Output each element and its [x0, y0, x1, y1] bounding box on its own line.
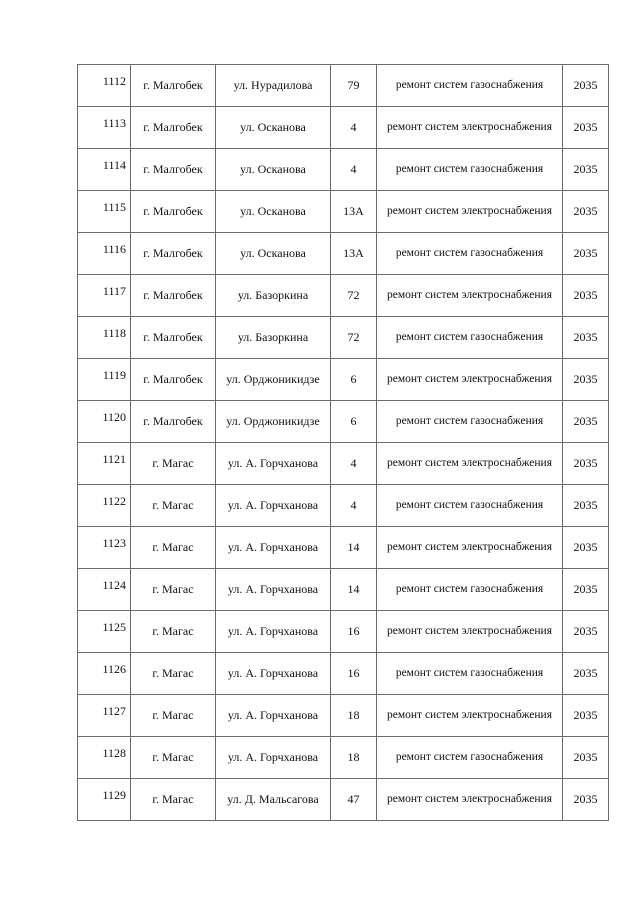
year-cell: 2035 — [563, 107, 609, 149]
row-number-cell: 1122 — [78, 485, 131, 527]
house-number-cell: 47 — [331, 779, 377, 821]
table-row — [78, 191, 609, 233]
house-number-cell: 14 — [331, 569, 377, 611]
repair-schedule-table — [77, 64, 609, 821]
house-number-cell: 18 — [331, 695, 377, 737]
street-cell: ул. А. Горчханова — [216, 737, 331, 779]
house-number-cell: 14 — [331, 527, 377, 569]
year-cell: 2035 — [563, 695, 609, 737]
row-number-cell: 1121 — [78, 443, 131, 485]
city-cell: г. Малгобек — [131, 233, 216, 275]
city-cell: г. Магас — [131, 653, 216, 695]
city-cell: г. Магас — [131, 527, 216, 569]
city-cell: г. Малгобек — [131, 401, 216, 443]
city-cell: г. Малгобек — [131, 359, 216, 401]
city-cell: г. Магас — [131, 485, 216, 527]
house-number-cell: 13А — [331, 233, 377, 275]
row-number-cell: 1129 — [78, 779, 131, 821]
house-number-cell: 72 — [331, 275, 377, 317]
row-number-cell: 1128 — [78, 737, 131, 779]
house-number-cell: 4 — [331, 443, 377, 485]
work-type-cell: ремонт систем электроснабжения — [377, 359, 563, 401]
table-row — [78, 275, 609, 317]
work-type-cell: ремонт систем электроснабжения — [377, 611, 563, 653]
street-cell: ул. Осканова — [216, 233, 331, 275]
work-type-cell: ремонт систем газоснабжения — [377, 737, 563, 779]
street-cell: ул. Д. Мальсагова — [216, 779, 331, 821]
city-cell: г. Малгобек — [131, 107, 216, 149]
street-cell: ул. Осканова — [216, 107, 331, 149]
street-cell: ул. Орджоникидзе — [216, 359, 331, 401]
year-cell: 2035 — [563, 569, 609, 611]
year-cell: 2035 — [563, 611, 609, 653]
work-type-cell: ремонт систем электроснабжения — [377, 275, 563, 317]
year-cell: 2035 — [563, 443, 609, 485]
year-cell: 2035 — [563, 737, 609, 779]
work-type-cell: ремонт систем газоснабжения — [377, 317, 563, 359]
house-number-cell: 16 — [331, 611, 377, 653]
city-cell: г. Магас — [131, 779, 216, 821]
year-cell: 2035 — [563, 65, 609, 107]
street-cell: ул. Осканова — [216, 149, 331, 191]
table-row — [78, 107, 609, 149]
house-number-cell: 4 — [331, 149, 377, 191]
year-cell: 2035 — [563, 485, 609, 527]
row-number-cell: 1124 — [78, 569, 131, 611]
table-body — [78, 65, 609, 821]
row-number-cell: 1126 — [78, 653, 131, 695]
city-cell: г. Магас — [131, 611, 216, 653]
year-cell: 2035 — [563, 527, 609, 569]
year-cell: 2035 — [563, 401, 609, 443]
row-number-cell: 1127 — [78, 695, 131, 737]
city-cell: г. Магас — [131, 737, 216, 779]
row-number-cell: 1119 — [78, 359, 131, 401]
year-cell: 2035 — [563, 191, 609, 233]
street-cell: ул. А. Горчханова — [216, 485, 331, 527]
row-number-cell: 1117 — [78, 275, 131, 317]
year-cell: 2035 — [563, 275, 609, 317]
work-type-cell: ремонт систем электроснабжения — [377, 107, 563, 149]
row-number-cell: 1112 — [78, 65, 131, 107]
city-cell: г. Магас — [131, 569, 216, 611]
work-type-cell: ремонт систем электроснабжения — [377, 443, 563, 485]
work-type-cell: ремонт систем электроснабжения — [377, 695, 563, 737]
work-type-cell: ремонт систем газоснабжения — [377, 653, 563, 695]
table-row — [78, 485, 609, 527]
table-row — [78, 359, 609, 401]
row-number-cell: 1123 — [78, 527, 131, 569]
year-cell: 2035 — [563, 653, 609, 695]
work-type-cell: ремонт систем электроснабжения — [377, 779, 563, 821]
city-cell: г. Малгобек — [131, 149, 216, 191]
street-cell: ул. А. Горчханова — [216, 611, 331, 653]
row-number-cell: 1125 — [78, 611, 131, 653]
street-cell: ул. А. Горчханова — [216, 569, 331, 611]
row-number-cell: 1116 — [78, 233, 131, 275]
work-type-cell: ремонт систем газоснабжения — [377, 149, 563, 191]
house-number-cell: 16 — [331, 653, 377, 695]
house-number-cell: 4 — [331, 485, 377, 527]
row-number-cell: 1113 — [78, 107, 131, 149]
table-row — [78, 149, 609, 191]
table-row — [78, 653, 609, 695]
table-row — [78, 569, 609, 611]
house-number-cell: 13А — [331, 191, 377, 233]
table-row — [78, 233, 609, 275]
work-type-cell: ремонт систем газоснабжения — [377, 401, 563, 443]
work-type-cell: ремонт систем электроснабжения — [377, 527, 563, 569]
work-type-cell: ремонт систем газоснабжения — [377, 485, 563, 527]
city-cell: г. Малгобек — [131, 191, 216, 233]
work-type-cell: ремонт систем газоснабжения — [377, 65, 563, 107]
table-row — [78, 695, 609, 737]
house-number-cell: 72 — [331, 317, 377, 359]
house-number-cell: 6 — [331, 359, 377, 401]
street-cell: ул. Базоркина — [216, 317, 331, 359]
table-row — [78, 779, 609, 821]
table-row — [78, 65, 609, 107]
work-type-cell: ремонт систем электроснабжения — [377, 191, 563, 233]
work-type-cell: ремонт систем газоснабжения — [377, 233, 563, 275]
street-cell: ул. Осканова — [216, 191, 331, 233]
street-cell: ул. А. Горчханова — [216, 443, 331, 485]
table-row — [78, 737, 609, 779]
street-cell: ул. А. Горчханова — [216, 653, 331, 695]
year-cell: 2035 — [563, 779, 609, 821]
house-number-cell: 4 — [331, 107, 377, 149]
city-cell: г. Магас — [131, 443, 216, 485]
street-cell: ул. А. Горчханова — [216, 527, 331, 569]
row-number-cell: 1120 — [78, 401, 131, 443]
table-row — [78, 527, 609, 569]
city-cell: г. Малгобек — [131, 275, 216, 317]
city-cell: г. Малгобек — [131, 317, 216, 359]
house-number-cell: 79 — [331, 65, 377, 107]
street-cell: ул. Нурадилова — [216, 65, 331, 107]
year-cell: 2035 — [563, 233, 609, 275]
row-number-cell: 1118 — [78, 317, 131, 359]
row-number-cell: 1114 — [78, 149, 131, 191]
street-cell: ул. Базоркина — [216, 275, 331, 317]
year-cell: 2035 — [563, 317, 609, 359]
row-number-cell: 1115 — [78, 191, 131, 233]
house-number-cell: 18 — [331, 737, 377, 779]
street-cell: ул. А. Горчханова — [216, 695, 331, 737]
street-cell: ул. Орджоникидзе — [216, 401, 331, 443]
table-row — [78, 401, 609, 443]
work-type-cell: ремонт систем газоснабжения — [377, 569, 563, 611]
city-cell: г. Малгобек — [131, 65, 216, 107]
table-row — [78, 443, 609, 485]
house-number-cell: 6 — [331, 401, 377, 443]
city-cell: г. Магас — [131, 695, 216, 737]
year-cell: 2035 — [563, 359, 609, 401]
year-cell: 2035 — [563, 149, 609, 191]
table-row — [78, 317, 609, 359]
table-row — [78, 611, 609, 653]
